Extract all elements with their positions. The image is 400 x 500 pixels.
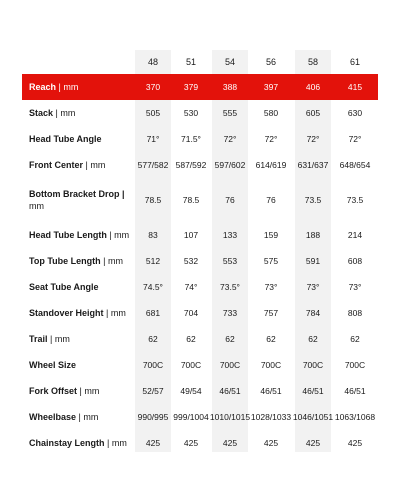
row-label-unit: mm xyxy=(29,201,44,211)
row-label xyxy=(22,81,135,93)
geometry-row-head-tube-angle xyxy=(22,126,378,152)
cell-size-58: 62 xyxy=(308,334,318,344)
cell-size-54: 700C xyxy=(219,360,241,370)
row-label-unit: | mm xyxy=(76,412,99,422)
cell-size-54: 46/51 xyxy=(219,386,241,396)
cell-size-48: 83 xyxy=(148,230,158,240)
row-values xyxy=(135,248,378,274)
row-label xyxy=(22,307,135,319)
row-label-unit: | mm xyxy=(53,108,76,118)
row-values xyxy=(135,74,378,100)
cell-size-51: 587/592 xyxy=(175,160,207,170)
cell-size-61: 630 xyxy=(347,108,363,118)
cell-size-58: 605 xyxy=(305,108,321,118)
row-label xyxy=(22,359,135,371)
row-label-name: Top Tube Length xyxy=(29,256,101,266)
cell-size-61: 700C xyxy=(344,360,366,370)
cell-size-48: 48 xyxy=(147,57,158,67)
cell-size-54: 597/602 xyxy=(214,160,246,170)
cell-size-51: 532 xyxy=(183,256,199,266)
row-label-name: Fork Offset xyxy=(29,386,78,396)
geometry-row-seat-tube-angle xyxy=(22,274,378,300)
cell-size-56: 1028/1033 xyxy=(250,412,292,422)
cell-size-54: 76 xyxy=(225,195,235,205)
cell-size-56: 700C xyxy=(260,360,282,370)
cell-size-58: 406 xyxy=(305,82,321,92)
row-label-unit: | mm xyxy=(83,160,106,170)
geometry-row-front-center xyxy=(22,152,378,178)
row-label-unit: | mm xyxy=(106,230,130,240)
cell-size-54: 73.5° xyxy=(220,282,240,292)
cell-size-56: 72° xyxy=(264,134,278,144)
cell-size-48: 681 xyxy=(145,308,161,318)
cell-size-48: 700C xyxy=(142,360,164,370)
cell-size-61: 61 xyxy=(349,57,360,67)
row-label-name: Stack xyxy=(29,108,54,118)
geometry-row-trail xyxy=(22,326,378,352)
cell-size-56: 575 xyxy=(263,256,279,266)
cell-size-56: 397 xyxy=(263,82,279,92)
cell-size-54: 72° xyxy=(223,134,237,144)
geometry-row-stack xyxy=(22,100,378,126)
cell-size-51: 704 xyxy=(183,308,199,318)
cell-size-56: 73° xyxy=(264,282,278,292)
cell-size-61: 648/654 xyxy=(339,160,371,170)
cell-size-48: 71° xyxy=(146,134,160,144)
cell-size-54: 62 xyxy=(225,334,235,344)
cell-size-56: 76 xyxy=(266,195,276,205)
cell-size-51: 999/1004 xyxy=(173,412,209,422)
cell-size-61: 46/51 xyxy=(344,386,366,396)
row-values xyxy=(135,430,378,456)
row-label-unit: | mm xyxy=(100,256,123,266)
cell-size-54: 133 xyxy=(222,230,238,240)
cell-size-61: 73.5 xyxy=(346,195,364,205)
row-values xyxy=(135,50,378,74)
size-header-row xyxy=(22,50,378,74)
row-label xyxy=(22,333,135,345)
row-label xyxy=(22,281,135,293)
cell-size-51: 379 xyxy=(183,82,199,92)
cell-size-61: 72° xyxy=(348,134,362,144)
cell-size-54: 1010/1015 xyxy=(209,412,251,422)
cell-size-61: 608 xyxy=(347,256,363,266)
cell-size-56: 757 xyxy=(263,308,279,318)
cell-size-61: 62 xyxy=(350,334,360,344)
row-label-name: Standover Height xyxy=(29,308,104,318)
cell-size-48: 52/57 xyxy=(142,386,164,396)
geometry-row-fork-offset xyxy=(22,378,378,404)
cell-size-58: 784 xyxy=(305,308,321,318)
cell-size-51: 51 xyxy=(185,57,196,67)
geometry-row-standover-height xyxy=(22,300,378,326)
row-label xyxy=(22,437,135,449)
row-label-unit: | mm xyxy=(47,334,70,344)
row-label xyxy=(22,133,135,145)
row-label xyxy=(22,411,135,423)
row-values xyxy=(135,274,378,300)
geometry-row-chainstay-length xyxy=(22,430,378,456)
cell-size-51: 107 xyxy=(183,230,199,240)
row-label-unit: | mm xyxy=(104,438,127,448)
row-label xyxy=(22,107,135,119)
row-values xyxy=(135,126,378,152)
row-label xyxy=(22,159,135,171)
row-label-name: Wheelbase xyxy=(29,412,77,422)
cell-size-48: 990/995 xyxy=(137,412,169,422)
cell-size-58: 72° xyxy=(306,134,320,144)
cell-size-56: 425 xyxy=(263,438,279,448)
cell-size-51: 530 xyxy=(183,108,199,118)
row-label-name: Front Center xyxy=(29,160,83,170)
cell-size-51: 71.5° xyxy=(181,134,201,144)
row-values xyxy=(135,100,378,126)
row-label-name: Head Tube Angle xyxy=(29,134,102,144)
cell-size-61: 808 xyxy=(347,308,363,318)
cell-size-58: 58 xyxy=(307,57,318,67)
cell-size-48: 62 xyxy=(148,334,158,344)
row-label-name: Trail xyxy=(29,334,48,344)
cell-size-48: 577/582 xyxy=(137,160,169,170)
cell-size-61: 425 xyxy=(347,438,363,448)
row-label-unit: | mm xyxy=(103,308,126,318)
cell-size-61: 415 xyxy=(347,82,363,92)
cell-size-56: 159 xyxy=(263,230,279,240)
geometry-row-wheel-size xyxy=(22,352,378,378)
cell-size-58: 700C xyxy=(302,360,324,370)
cell-size-61: 214 xyxy=(347,230,363,240)
cell-size-56: 56 xyxy=(265,57,276,67)
row-values xyxy=(135,326,378,352)
row-label-name: Wheel Size xyxy=(29,360,77,370)
cell-size-56: 614/619 xyxy=(255,160,287,170)
row-values xyxy=(135,352,378,378)
row-label-name: Seat Tube Angle xyxy=(29,282,99,292)
cell-size-58: 425 xyxy=(305,438,321,448)
row-values xyxy=(135,300,378,326)
row-label-name: Bottom Bracket Drop | xyxy=(29,189,125,199)
cell-size-58: 46/51 xyxy=(302,386,324,396)
cell-size-51: 74° xyxy=(184,282,198,292)
geometry-row-reach xyxy=(22,74,378,100)
row-label-name: Chainstay Length xyxy=(29,438,105,448)
cell-size-54: 54 xyxy=(224,57,235,67)
cell-size-61: 73° xyxy=(348,282,362,292)
cell-size-48: 505 xyxy=(145,108,161,118)
cell-size-51: 700C xyxy=(180,360,202,370)
cell-size-56: 46/51 xyxy=(260,386,282,396)
cell-size-58: 188 xyxy=(305,230,321,240)
geometry-row-head-tube-length xyxy=(22,222,378,248)
cell-size-51: 49/54 xyxy=(180,386,202,396)
row-values xyxy=(135,178,378,222)
cell-size-48: 74.5° xyxy=(143,282,163,292)
row-values xyxy=(135,404,378,430)
cell-size-58: 73.5 xyxy=(304,195,322,205)
row-values xyxy=(135,222,378,248)
row-values xyxy=(135,378,378,404)
row-label-name: Head Tube Length xyxy=(29,230,107,240)
cell-size-48: 512 xyxy=(145,256,161,266)
cell-size-54: 388 xyxy=(222,82,238,92)
row-label-unit: | mm xyxy=(56,82,79,92)
cell-size-58: 631/637 xyxy=(297,160,329,170)
geometry-row-wheelbase xyxy=(22,404,378,430)
cell-size-61: 1063/1068 xyxy=(334,412,376,422)
geometry-table xyxy=(22,50,378,456)
row-label-unit: | mm xyxy=(77,386,100,396)
row-label xyxy=(22,229,135,241)
row-values xyxy=(135,152,378,178)
cell-size-54: 733 xyxy=(222,308,238,318)
cell-size-48: 425 xyxy=(145,438,161,448)
cell-size-58: 1046/1051 xyxy=(292,412,334,422)
cell-size-58: 591 xyxy=(305,256,321,266)
row-label xyxy=(22,385,135,397)
row-label-name: Reach xyxy=(29,82,57,92)
geometry-row-top-tube-length xyxy=(22,248,378,274)
cell-size-48: 370 xyxy=(145,82,161,92)
cell-size-54: 425 xyxy=(222,438,238,448)
cell-size-48: 78.5 xyxy=(144,195,162,205)
cell-size-56: 62 xyxy=(266,334,276,344)
cell-size-51: 78.5 xyxy=(182,195,200,205)
cell-size-54: 553 xyxy=(222,256,238,266)
cell-size-56: 580 xyxy=(263,108,279,118)
row-label xyxy=(22,255,135,267)
cell-size-58: 73° xyxy=(306,282,320,292)
geometry-row-bottom-bracket-drop xyxy=(22,178,378,222)
cell-size-51: 425 xyxy=(183,438,199,448)
cell-size-51: 62 xyxy=(186,334,196,344)
cell-size-54: 555 xyxy=(222,108,238,118)
row-label xyxy=(22,188,135,212)
